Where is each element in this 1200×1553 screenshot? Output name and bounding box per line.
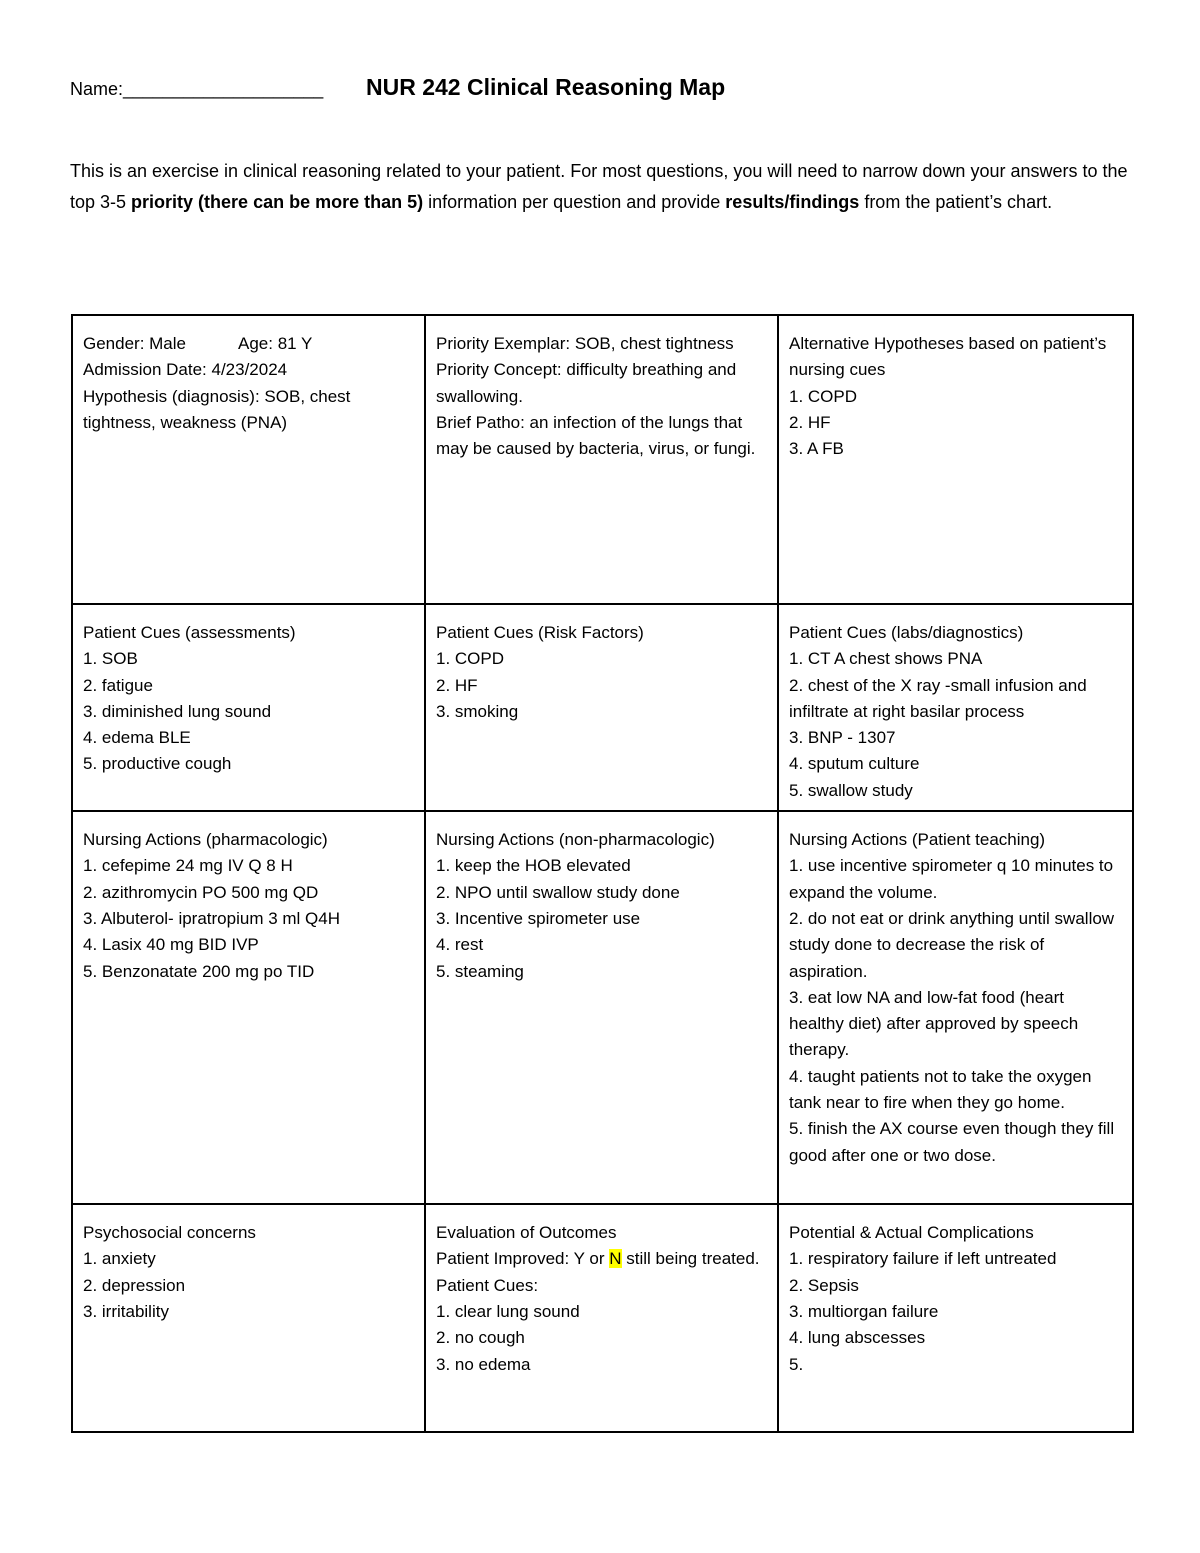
admission-date: Admission Date: 4/23/2024	[83, 360, 288, 380]
list-item: 5. Benzonatate 200 mg po TID	[83, 961, 315, 981]
list-item: 3. smoking	[436, 701, 519, 721]
cell-heading: Psychosocial concerns	[83, 1223, 256, 1243]
document-title: NUR 242 Clinical Reasoning Map	[366, 74, 726, 100]
list-item: 3. diminished lung sound	[83, 701, 272, 721]
list-item: 2. fatigue	[83, 675, 153, 695]
priority-cell	[425, 315, 778, 604]
list-item: 3. no edema	[436, 1354, 531, 1374]
cell-heading: Evaluation of Outcomes	[436, 1223, 617, 1243]
list-item: 2. HF	[436, 675, 478, 695]
intro-bold-results: results/findings	[725, 191, 860, 212]
list-item: 2. HF	[789, 412, 831, 432]
priority-exemplar: Priority Exemplar: SOB, chest tightness	[436, 334, 734, 353]
cues-risk-factors-cell	[425, 604, 778, 811]
list-item: 4. Lasix 40 mg BID IVP	[83, 935, 259, 955]
list-item: 2. no cough	[436, 1328, 525, 1348]
intro-bold-priority: priority (there can be more than 5)	[131, 191, 424, 212]
cell-heading: Nursing Actions (pharmacologic)	[83, 830, 328, 850]
list-item: 1. anxiety	[83, 1249, 156, 1269]
cues-labs-cell	[778, 604, 1133, 811]
list-item: 2. NPO until swallow study done	[436, 882, 680, 902]
list-item: 3. multiorgan failure	[789, 1301, 939, 1321]
list-item: 1. COPD	[789, 386, 858, 406]
improved-suffix: still being treated.	[621, 1249, 760, 1269]
cell-heading: Potential & Actual Complications	[789, 1223, 1034, 1243]
list-item: 2. azithromycin PO 500 mg QD	[83, 882, 319, 902]
list-item: 4. rest	[436, 935, 484, 955]
cell-heading: Nursing Actions (Patient teaching)	[789, 830, 1046, 850]
patient-improved-line	[436, 1246, 767, 1272]
cell-heading: Patient Cues (Risk Factors)	[436, 623, 644, 642]
list-item: 3. BNP - 1307	[789, 728, 896, 748]
highlighted-choice: N	[609, 1249, 622, 1269]
list-item: 4. sputum culture	[789, 754, 920, 774]
actions-teaching-cell	[778, 811, 1133, 1204]
list-item: 1. cefepime 24 mg IV Q 8 H	[83, 856, 293, 876]
alternative-hypotheses-cell	[778, 315, 1133, 604]
list-item: 2. chest of the X ray -small infusion and infiltrate at right basilar process	[789, 675, 1087, 721]
document-header	[70, 74, 725, 108]
list-item: 4. lung abscesses	[789, 1328, 926, 1348]
list-item: 2. do not eat or drink anything until swallow study done to decrease the risk of aspiration.	[789, 908, 1115, 981]
table-row	[72, 315, 1133, 604]
list-item: 2. depression	[83, 1275, 186, 1295]
cell-heading: Patient Cues (assessments)	[83, 623, 296, 642]
list-item: 1. keep the HOB elevated	[436, 856, 631, 876]
list-item: 1. CT A chest shows PNA	[789, 649, 983, 669]
intro-text-3: from the patient’s chart.	[859, 191, 1053, 212]
patient-info-cell	[72, 315, 425, 604]
patient-cues-label: Patient Cues:	[436, 1275, 539, 1295]
list-item: 4. edema BLE	[83, 728, 191, 748]
table-row	[72, 811, 1133, 1204]
table-row	[72, 604, 1133, 811]
list-item: 3. Incentive spirometer use	[436, 908, 641, 928]
list-item: 5. productive cough	[83, 754, 232, 774]
list-item: 3. A FB	[789, 439, 844, 459]
cues-assessments-cell	[72, 604, 425, 811]
psychosocial-cell	[72, 1204, 425, 1432]
cell-heading: Nursing Actions (non-pharmacologic)	[436, 830, 715, 850]
list-item: 3. eat low NA and low-fat food (heart healthy diet) after approved by speech therapy.	[789, 987, 1079, 1060]
intro-text-1: This is an exercise in clinical reasoning related to your patient. For most questions, you will need to narrow down your answers to the top 3-5	[70, 161, 1128, 212]
list-item: 1. clear lung sound	[436, 1301, 580, 1321]
list-item: 1. respiratory failure if left untreated	[789, 1249, 1057, 1269]
age-text: Age: 81 Y	[238, 334, 313, 353]
list-item: 5. steaming	[436, 961, 524, 981]
actions-pharmacologic-cell	[72, 811, 425, 1204]
hypothesis: Hypothesis (diagnosis): SOB, chest tightness, weakness (PNA)	[83, 386, 351, 432]
improved-prefix: Patient Improved: Y or	[436, 1249, 610, 1269]
list-item: 5. swallow study	[789, 780, 913, 800]
list-item: 1. use incentive spirometer q 10 minutes to expand the volume.	[789, 856, 1114, 902]
list-item: 5. finish the AX course even though they fill good after one or two dose.	[789, 1119, 1115, 1165]
list-item: 4. taught patients not to take the oxygen tank near to fire when they go home.	[789, 1066, 1092, 1113]
list-item: 3. irritability	[83, 1301, 169, 1321]
list-item: 1. COPD	[436, 649, 505, 669]
list-item: 3. Albuterol- ipratropium 3 ml Q4H	[83, 908, 340, 928]
priority-concept: Priority Concept: difficulty breathing and swallowing.	[436, 360, 737, 406]
cell-heading: Patient Cues (labs/diagnostics)	[789, 623, 1024, 642]
intro-text-2: information per question and provide	[423, 191, 726, 212]
gender-text: Gender: Male	[83, 334, 186, 353]
list-item: 2. Sepsis	[789, 1275, 859, 1295]
name-field-label: Name:____________________	[70, 79, 324, 99]
clinical-reasoning-table	[71, 314, 1134, 1433]
brief-patho: Brief Patho: an infection of the lungs that may be caused by bacteria, virus, or fungi.	[436, 412, 756, 459]
cell-heading: Alternative Hypotheses based on patient’s nursing cues	[789, 334, 1107, 380]
table-row	[72, 1204, 1133, 1432]
complications-cell	[778, 1204, 1133, 1432]
actions-nonpharmacologic-cell	[425, 811, 778, 1204]
list-item: 1. SOB	[83, 649, 138, 669]
list-item: 5.	[789, 1354, 804, 1374]
evaluation-cell	[425, 1204, 778, 1432]
intro-paragraph	[70, 156, 1140, 217]
